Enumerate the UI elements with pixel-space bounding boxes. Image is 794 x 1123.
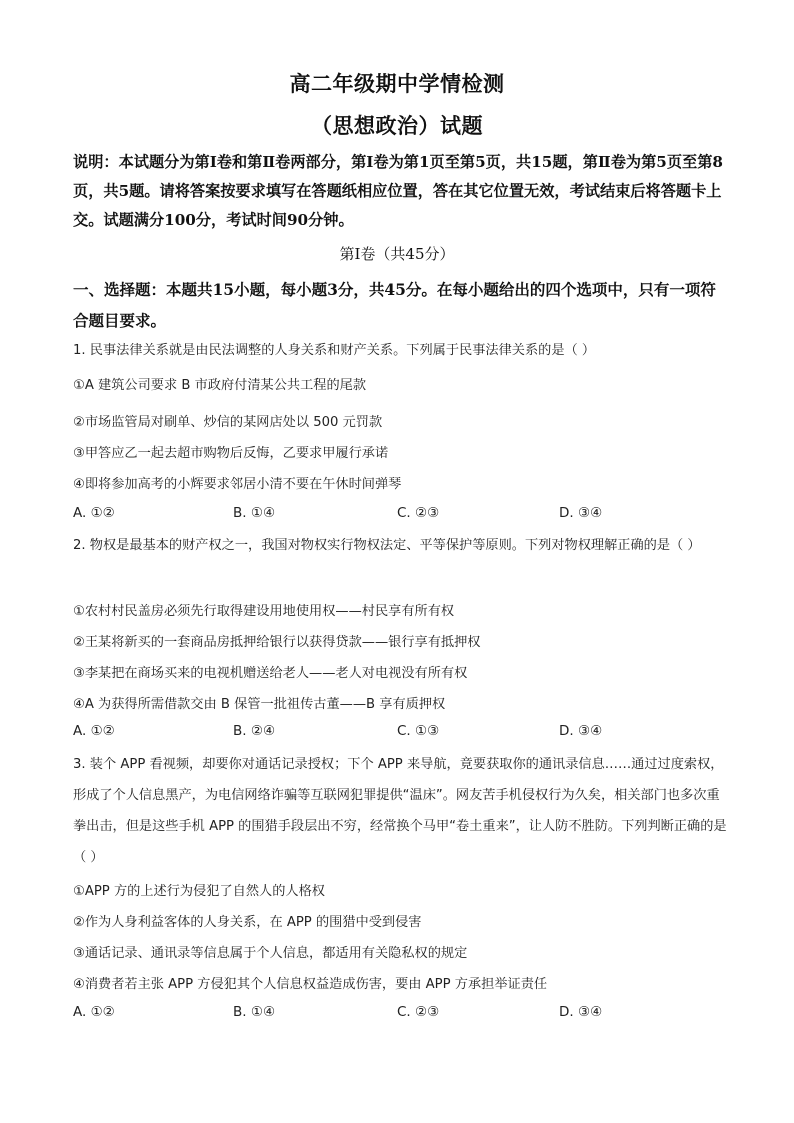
section-title: 第Ⅰ卷（共45分） (339, 245, 455, 263)
option-b[interactable]: B. ①④ (233, 505, 276, 521)
option-c[interactable]: C. ①③ (397, 723, 440, 739)
question-3-stem: 3. 装个 APP 看视频，却要你对通话记录授权；下个 APP 来导航，竟要获取你的通讯录信息……通过过度索权，形成了个人信息黑产，为电信网络诈骗等互联网犯罪提供“温床”。网友苦手机侵权行为久矣，相关部门也多次重拳出击，但是这些手机 APP 的围猎手段层出不穷，经常换个马甲“卷土重来”，让人防不胜防。下列判断正确的是（ ） (73, 757, 727, 865)
option-c[interactable]: C. ②③ (397, 1004, 440, 1020)
question-2-options (73, 723, 733, 743)
question-2-item-4: ④A 为获得所需借款交由 B 保管一批祖传古董——B 享有质押权 (73, 697, 446, 712)
question-2-stem: 2. 物权是最基本的财产权之一，我国对物权实行物权法定、平等保护等原则。下列对物权理解正确的是（ ） (73, 538, 701, 553)
question-2-item-1: ①农村村民盖房必须先行取得建设用地使用权——村民享有所有权 (73, 604, 455, 619)
question-2-item-3: ③李某把在商场买来的电视机赠送给老人——老人对电视没有所有权 (73, 666, 468, 681)
question-1-item-3: ③甲答应乙一起去超市购物后反悔，乙要求甲履行承诺 (73, 446, 389, 461)
option-a[interactable]: A. ①② (73, 1004, 115, 1020)
question-3-item-4: ④消费者若主张 APP 方侵犯其个人信息权益造成伤害，要由 APP 方承担举证责任 (73, 977, 548, 992)
option-d[interactable]: D. ③④ (559, 1004, 603, 1020)
option-b[interactable]: B. ②④ (233, 723, 276, 739)
question-2-item-2: ②王某将新买的一套商品房抵押给银行以获得贷款——银行享有抵押权 (73, 635, 481, 650)
question-1-item-1: ①A 建筑公司要求 B 市政府付清某公共工程的尾款 (73, 378, 367, 393)
option-c[interactable]: C. ②③ (397, 505, 440, 521)
question-1-item-2: ②市场监管局对刷单、炒信的某网店处以 500 元罚款 (73, 415, 383, 430)
question-1-item-4: ④即将参加高考的小辉要求邻居小清不要在午休时间弹琴 (73, 477, 402, 492)
instructions: 说明：本试题分为第Ⅰ卷和第Ⅱ卷两部分，第Ⅰ卷为第1页至第5页，共15题，第Ⅱ卷为第5页至第8页，共5题。请将答案按要求填写在答题纸相应位置，答在其它位置无效，考试结束后将答题卡上交。试题满分100分，考试时间90分钟。 (73, 153, 723, 229)
exam-title: 高二年级期中学情检测 (289, 71, 505, 96)
question-3-item-2: ②作为人身利益客体的人身关系，在 APP 的围猎中受到侵害 (73, 915, 422, 930)
option-d[interactable]: D. ③④ (559, 505, 603, 521)
option-a[interactable]: A. ①② (73, 723, 115, 739)
question-1-stem: 1. 民事法律关系就是由民法调整的人身关系和财产关系。下列属于民事法律关系的是（ ） (73, 343, 596, 358)
part-heading: 一、选择题：本题共15小题，每小题3分，共45分。在每小题给出的四个选项中，只有一项符合题目要求。 (73, 280, 716, 330)
option-d[interactable]: D. ③④ (559, 723, 603, 739)
question-3-item-3: ③通话记录、通讯录等信息属于个人信息，都适用有关隐私权的规定 (73, 946, 468, 961)
exam-subtitle: （思想政治）试题 (311, 113, 483, 138)
question-3-options (73, 1004, 733, 1024)
option-b[interactable]: B. ①④ (233, 1004, 276, 1020)
option-a[interactable]: A. ①② (73, 505, 115, 521)
question-3-item-1: ①APP 方的上述行为侵犯了自然人的人格权 (73, 884, 325, 899)
question-1-options (73, 505, 733, 525)
